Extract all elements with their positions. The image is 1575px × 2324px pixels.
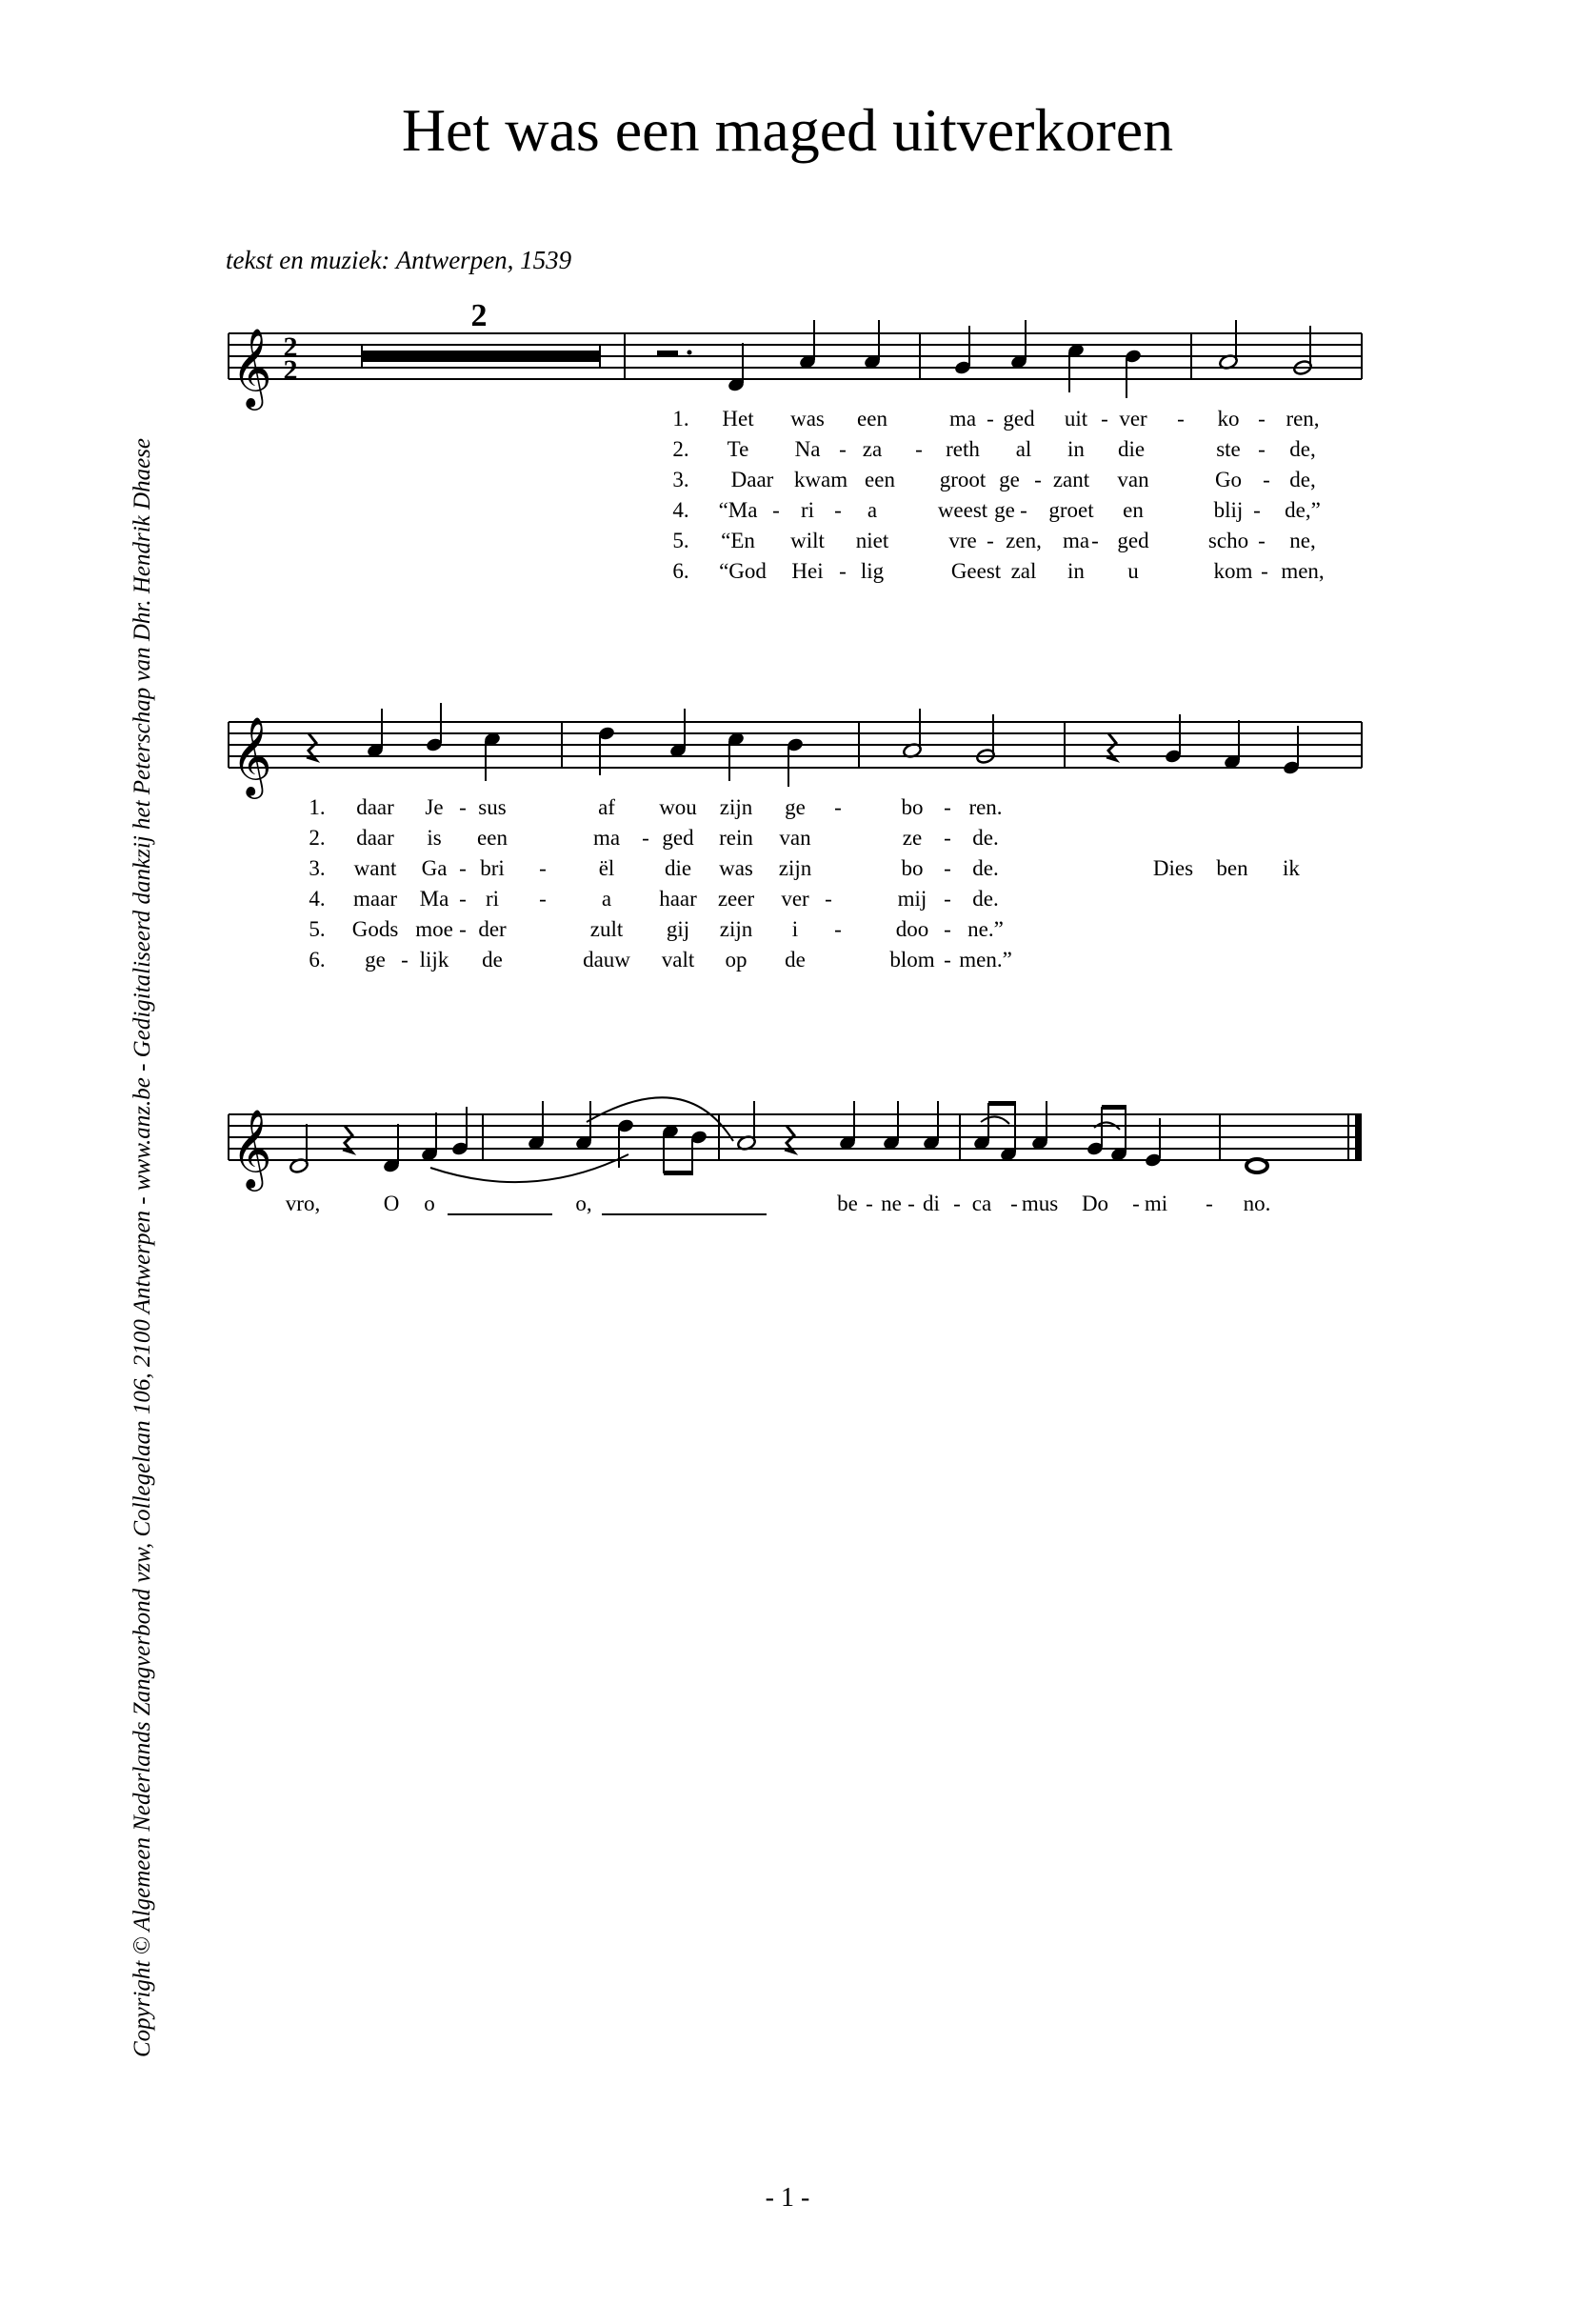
lyric-syllable: zijn <box>719 917 753 941</box>
lyric-syllable: 2. <box>672 437 689 461</box>
lyric-syllable: 5. <box>309 917 326 941</box>
lyric-syllable: - <box>915 437 923 461</box>
lyric-syllable: - <box>459 917 467 941</box>
lyric-syllable: 3. <box>309 856 326 880</box>
lyric-syllable: 1. <box>672 407 689 431</box>
lyric-syllable: - <box>1261 559 1268 583</box>
lyric-syllable: de. <box>972 826 999 850</box>
lyric-syllable: Het <box>722 407 754 431</box>
lyric-syllable: groot <box>939 468 987 491</box>
lyric-syllable: - <box>825 887 832 911</box>
lyric-syllable: Te <box>727 437 749 461</box>
lyric-syllable: - <box>1101 407 1108 431</box>
lyric-syllable: want <box>353 856 397 880</box>
lyric-syllable: o <box>424 1192 435 1215</box>
lyric-syllable: ze <box>902 826 923 850</box>
lyric-syllable: zal <box>1010 559 1037 583</box>
lyric-syllable: - <box>1258 437 1266 461</box>
lyric-syllable: de. <box>972 887 999 911</box>
lyric-syllable: Gods <box>351 917 399 941</box>
lyric-syllable: vro, <box>285 1192 321 1215</box>
lyric-syllable: al <box>1015 437 1032 461</box>
lyric-syllable: een <box>477 826 508 850</box>
lyric-syllable: een <box>857 407 887 431</box>
lyric-syllable: ge <box>785 795 806 819</box>
lyric-syllable: is <box>427 826 442 850</box>
lyric-syllable: - <box>944 856 951 880</box>
lyric-syllable: was <box>790 407 825 431</box>
lyric-syllable: valt <box>661 948 695 972</box>
lyric-syllable: - <box>459 856 467 880</box>
lyric-syllable: 6. <box>309 948 326 972</box>
lyric-syllable: Ma <box>419 887 449 911</box>
slur <box>981 1116 1009 1124</box>
lyric-syllable: ged <box>662 826 694 850</box>
lyric-syllable: kwam <box>793 468 848 491</box>
lyric-syllable: “En <box>721 529 755 552</box>
lyric-syllable: zen, <box>1006 529 1042 552</box>
lyric-syllable: - <box>1263 468 1270 491</box>
lyric-syllable: ver <box>1119 407 1147 431</box>
lyric-syllable: no. <box>1243 1192 1271 1215</box>
lyric-syllable: 1. <box>309 795 326 819</box>
note-f4-eighth <box>999 1103 1017 1162</box>
lyric-syllable: ri <box>485 887 500 911</box>
lyric-syllable: - <box>539 887 547 911</box>
lyric-syllable: blij <box>1213 498 1244 522</box>
lyric-syllable: die <box>1117 437 1146 461</box>
lyric-syllable: - <box>944 795 951 819</box>
lyric-syllable: - <box>1132 1192 1140 1215</box>
lyric-syllable: ri <box>800 498 815 522</box>
lyric-syllable: - <box>772 498 780 522</box>
lyric-syllable: ge <box>365 948 386 972</box>
lyric-syllable: - <box>459 887 467 911</box>
lyric-syllable: - <box>1010 1192 1018 1215</box>
page-number: - 1 - <box>765 2183 810 2213</box>
lyric-syllable: Geest <box>950 559 1002 583</box>
lyric-syllable: ren. <box>968 795 1003 819</box>
lyric-syllable: zult <box>589 917 624 941</box>
lyric-syllable: mus <box>1021 1192 1059 1215</box>
lyric-syllable: op <box>725 948 748 972</box>
lyric-syllable: 2. <box>309 826 326 850</box>
note-b4-quarter <box>425 703 443 752</box>
note-d4-whole <box>1246 1159 1267 1172</box>
lyric-syllable: 5. <box>672 529 689 552</box>
credit-line: tekst en muziek: Antwerpen, 1539 <box>226 246 572 274</box>
lyric-syllable: wou <box>659 795 697 819</box>
lyric-syllable: zijn <box>778 856 812 880</box>
lyric-syllable: bo <box>901 856 924 880</box>
lyric-syllable: za <box>862 437 883 461</box>
lyric-syllable: daar <box>356 826 394 850</box>
lyric-syllable: de <box>482 948 503 972</box>
copyright-notice: Copyright © Algemeen Nederlands Zangverbond vzw, Collegelaan 106, 2100 Antwerpen - www.anz.be - Gedigitaliseerd dankzij het Peterschap van Dhr. Hendrik Dhaese <box>130 437 155 2058</box>
lyric-syllable: - <box>401 948 409 972</box>
lyric-syllable: die <box>664 856 692 880</box>
treble-clef-icon: 𝄞 <box>231 330 272 406</box>
lyric-syllable: ge <box>999 468 1020 491</box>
lyric-syllable: ged <box>1003 407 1035 431</box>
lyric-syllable: een <box>865 468 895 491</box>
lyric-syllable: - <box>944 887 951 911</box>
lyric-syllable: ne, <box>1289 529 1316 552</box>
lyric-syllable: - <box>1258 529 1266 552</box>
time-signature-bottom: 2 <box>283 354 298 386</box>
lyric-syllable: ma <box>1062 529 1090 552</box>
lyric-syllable: zijn <box>719 795 753 819</box>
lyric-syllable: de <box>785 948 806 972</box>
note-b4-eighth <box>689 1130 708 1173</box>
lyric-syllable: ik <box>1283 856 1300 880</box>
lyric-syllable: - <box>539 856 547 880</box>
lyric-syllable: wilt <box>790 529 825 552</box>
lyric-syllable: men.” <box>959 948 1012 972</box>
lyric-syllable: vre <box>948 529 977 552</box>
lyric-syllable: van <box>779 826 811 850</box>
note-b4-quarter <box>786 737 804 787</box>
multirest-count: 2 <box>470 298 488 333</box>
beam <box>1102 1105 1126 1110</box>
lyric-syllable: 6. <box>672 559 689 583</box>
lyric-syllable: sus <box>478 795 507 819</box>
lyric-syllable: ma <box>592 826 621 850</box>
lyric-syllable: di <box>923 1192 940 1215</box>
lyric-syllable: af <box>598 795 615 819</box>
beam <box>988 1101 1016 1106</box>
lyric-syllable: mi <box>1144 1192 1168 1215</box>
note-b4-quarter <box>1124 349 1142 398</box>
lyrics-verses-system-1 <box>672 407 1324 583</box>
lyrics-verses-system-2 <box>309 795 1300 972</box>
beam <box>664 1171 693 1175</box>
lyric-syllable: - <box>1091 529 1099 552</box>
lyric-syllable: maar <box>353 887 397 911</box>
lyric-syllable: o, <box>575 1192 592 1215</box>
lyric-syllable: moe <box>415 917 453 941</box>
lyric-syllable: der <box>478 917 507 941</box>
lyric-syllable: blom <box>889 948 935 972</box>
note-a4-eighth <box>972 1103 990 1151</box>
lyric-syllable: - <box>953 1192 961 1215</box>
staff-system-3 <box>229 1097 1362 1215</box>
staff-system-1 <box>229 298 1362 583</box>
lyric-syllable: zeer <box>717 887 755 911</box>
lyric-syllable: “Ma <box>718 498 758 522</box>
lyric-syllable: haar <box>659 887 697 911</box>
lyric-syllable: kom <box>1213 559 1253 583</box>
lyric-syllable: groet <box>1048 498 1094 522</box>
lyric-syllable: ben <box>1216 856 1248 880</box>
lyric-syllable: - <box>834 795 842 819</box>
lyric-syllable: i <box>791 917 799 941</box>
lyric-syllable: Ga <box>421 856 448 880</box>
page-title: Het was een maged uitverkoren <box>401 96 1174 164</box>
lyric-syllable: ver <box>781 887 809 911</box>
lyric-syllable: ne <box>881 1192 902 1215</box>
lyric-syllable: 4. <box>309 887 326 911</box>
lyric-syllable: a <box>601 887 612 911</box>
lyric-syllable: - <box>987 407 994 431</box>
lyric-syllable: - <box>1206 1192 1213 1215</box>
lyric-syllable: de,” <box>1285 498 1321 522</box>
lyric-syllable: ged <box>1117 529 1149 552</box>
lyric-syllable: - <box>642 826 649 850</box>
lyric-syllable: ge <box>994 498 1015 522</box>
lyric-syllable: - <box>866 1192 873 1215</box>
lyrics-system-3 <box>286 1192 1271 1215</box>
lyric-syllable: - <box>1253 498 1261 522</box>
lyric-syllable: ko <box>1217 407 1240 431</box>
lyric-syllable: zant <box>1052 468 1090 491</box>
lyric-syllable: 4. <box>672 498 689 522</box>
lyric-syllable: lig <box>860 559 885 583</box>
lyric-syllable: a <box>867 498 878 522</box>
lyric-syllable: - <box>944 948 951 972</box>
lyric-syllable: Na <box>794 437 821 461</box>
slur <box>587 1097 733 1141</box>
lyric-syllable: doo <box>895 917 929 941</box>
lyric-syllable: gij <box>666 917 690 941</box>
lyric-syllable: bri <box>480 856 505 880</box>
lyric-syllable: u <box>1127 559 1139 583</box>
lyric-syllable: Dies <box>1152 856 1194 880</box>
lyric-syllable: - <box>834 917 842 941</box>
lyric-syllable: - <box>839 437 847 461</box>
lyric-syllable: - <box>834 498 842 522</box>
lyric-syllable: - <box>459 795 467 819</box>
lyric-syllable: Daar <box>730 468 774 491</box>
treble-clef-icon: 𝄞 <box>231 1111 272 1187</box>
lyric-syllable: weest <box>937 498 988 522</box>
lyric-syllable: - <box>987 529 994 552</box>
lyric-syllable: bo <box>901 795 924 819</box>
lyric-syllable: “God <box>719 559 767 583</box>
lyric-syllable: - <box>907 1192 915 1215</box>
lyric-syllable: Do <box>1081 1192 1109 1215</box>
lyric-syllable: van <box>1117 468 1149 491</box>
lyric-syllable: was <box>719 856 753 880</box>
lyric-syllable: ste <box>1216 437 1241 461</box>
lyric-syllable: - <box>839 559 847 583</box>
lyric-syllable: men, <box>1281 559 1325 583</box>
lyric-syllable: de, <box>1289 437 1316 461</box>
lyric-syllable: de. <box>972 856 999 880</box>
lyric-syllable: ren, <box>1286 407 1320 431</box>
lyric-syllable: - <box>1034 468 1042 491</box>
slur <box>430 1154 628 1182</box>
lyric-syllable: niet <box>855 529 889 552</box>
lyric-syllable: Je <box>425 795 444 819</box>
lyric-syllable: - <box>1020 498 1027 522</box>
lyric-syllable: mij <box>897 887 927 911</box>
lyric-syllable: scho <box>1207 529 1249 552</box>
lyric-syllable: rein <box>719 826 753 850</box>
treble-clef-icon: 𝄞 <box>231 718 272 794</box>
lyric-syllable: O <box>383 1192 400 1215</box>
lyric-syllable: ël <box>598 856 615 880</box>
lyric-syllable: Go <box>1214 468 1243 491</box>
lyric-syllable: reth <box>946 437 980 461</box>
lyric-syllable: de, <box>1289 468 1316 491</box>
lyric-syllable: - <box>1258 407 1266 431</box>
lyric-syllable: uit <box>1064 407 1088 431</box>
lyric-syllable: - <box>1177 407 1185 431</box>
lyric-syllable: ne.” <box>967 917 1004 941</box>
lyric-syllable: ma <box>948 407 977 431</box>
lyric-syllable: in <box>1067 559 1085 583</box>
lyric-syllable: Hei <box>791 559 824 583</box>
lyric-syllable: - <box>944 917 951 941</box>
lyric-syllable: 3. <box>672 468 689 491</box>
lyric-syllable: en <box>1123 498 1144 522</box>
time-signature-top: 2 <box>283 331 298 363</box>
lyric-syllable: dauw <box>583 948 630 972</box>
lyric-syllable: in <box>1067 437 1085 461</box>
lyric-syllable: - <box>944 826 951 850</box>
lyric-syllable: be <box>837 1192 858 1215</box>
lyric-syllable: daar <box>356 795 394 819</box>
staff-system-2 <box>229 703 1362 972</box>
lyric-syllable: lijk <box>419 948 449 972</box>
lyric-syllable: ca <box>971 1192 992 1215</box>
